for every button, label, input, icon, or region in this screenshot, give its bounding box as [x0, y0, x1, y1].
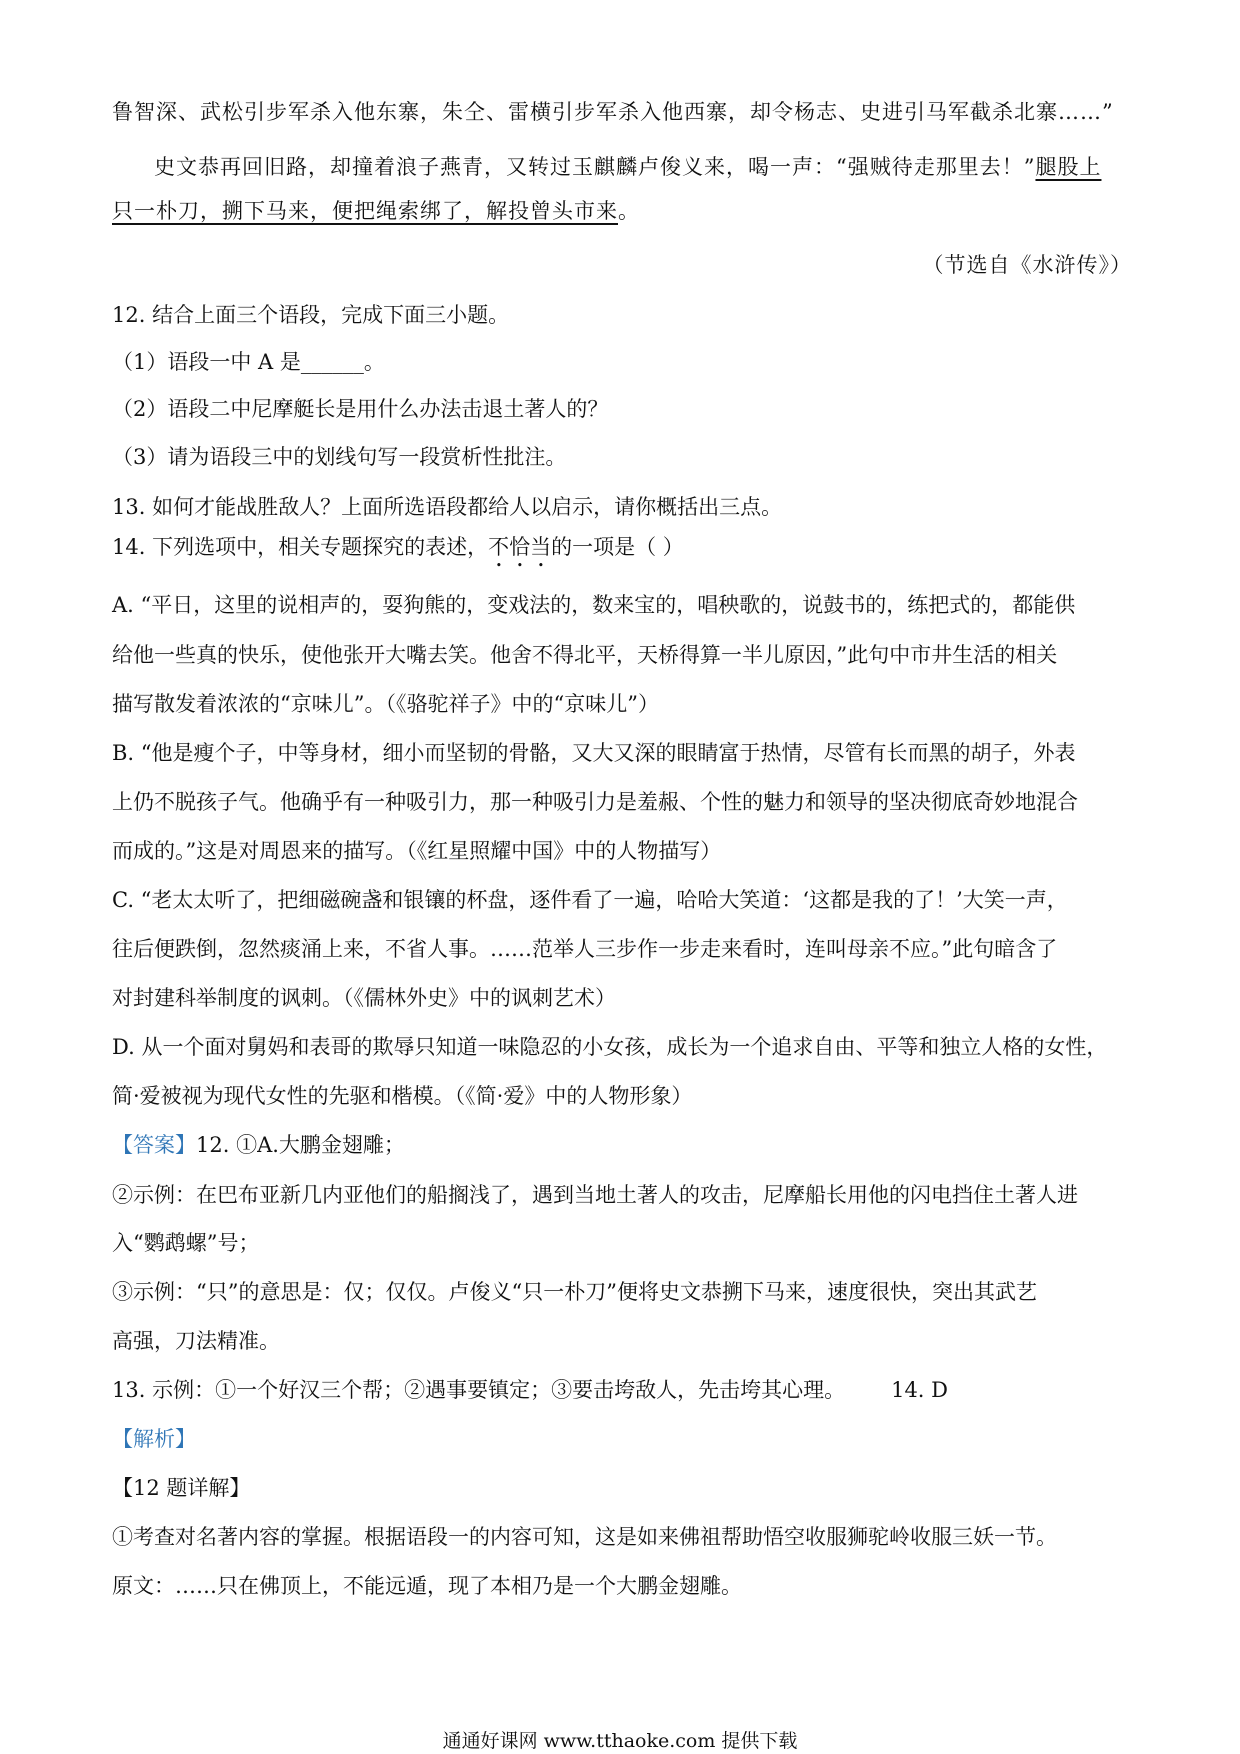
answer-line: 入“鹦鹉螺”号；	[112, 1231, 260, 1255]
option-d-line: D. 从一个面对舅妈和表哥的欺辱只知道一味隐忍的小女孩，成长为一个追求自由、平等和独立人格的女性，	[112, 1035, 1108, 1059]
underlined-sentence: 只一朴刀，搠下马来，便把绳索绑了，解投曾头市来	[112, 199, 618, 223]
page-footer: 通通好课网 www.tthaoke.com 提供下载	[442, 1730, 798, 1752]
passage-line	[112, 152, 1132, 182]
answer-line	[112, 1130, 1132, 1160]
question-12: 12. 结合上面三个语段，完成下面三小题。	[112, 303, 510, 327]
answer-line	[112, 1375, 1132, 1405]
option-b-line: 上仍不脱孩子气。他确乎有一种吸引力，那一种吸引力是羞赧、个性的魅力和领导的坚决彻底奇妙地混合	[112, 790, 1078, 814]
question-text: 14. 下列选项中，相关专题探究的表述，	[112, 535, 489, 559]
underlined-sentence: 腿股上	[1035, 155, 1102, 179]
option-b-line: 而成的。”这是对周恩来的描写。（《红星照耀中国》中的人物描写）	[112, 839, 722, 863]
answer-text: 12. ①A.大鹏金翅雕；	[196, 1133, 405, 1157]
option-c-line: 往后便跌倒，忽然痰涌上来，不省人事。……范举人三步作一步走来看时，连叫母亲不应。”此句暗含了	[112, 937, 1058, 961]
passage-line: 鲁智深、武松引步军杀入他东寨，朱仝、雷横引步军杀入他西寨，却令杨志、史进引马军截杀北寨……”	[112, 100, 1114, 124]
question-12-1: （1）语段一中 A 是______。	[112, 350, 385, 374]
question-14	[112, 532, 1132, 572]
passage-source: （节选自《水浒传》）	[922, 253, 1132, 277]
answer-line: ③示例：“只”的意思是：仅；仅仅。卢俊义“只一朴刀”便将史文恭搠下马来，速度很快，突出其武艺	[112, 1280, 1037, 1304]
emphasized-text: 不恰当	[488, 535, 552, 559]
analysis-label: 【解析】	[112, 1427, 196, 1451]
answer-label: 【答案】	[112, 1133, 196, 1157]
option-c-line: 对封建科举制度的讽刺。（《儒林外史》中的讽刺艺术）	[112, 986, 616, 1010]
option-d-line: 简·爱被视为现代女性的先驱和楷模。（《简·爱》中的人物形象）	[112, 1084, 693, 1108]
option-a-line: A. “平日，这里的说相声的，耍狗熊的，变戏法的，数来宝的，唱秧歌的，说鼓书的，练把式的，都能供	[112, 593, 1076, 617]
passage-text: 。	[618, 199, 640, 223]
question-text: 的一项是（ ）	[551, 535, 684, 559]
analysis-line: ①考查对名著内容的掌握。根据语段一的内容可知，这是如来佛祖帮助悟空收服狮驼岭收服三妖一节。	[112, 1525, 1057, 1549]
option-c-line: C. “老太太听了，把细磁碗盏和银镶的杯盘，逐件看了一遍，哈哈大笑道：‘这都是我的了！’大笑一声，	[112, 888, 1068, 912]
answer-line: 高强，刀法精准。	[112, 1329, 280, 1353]
passage-text: 史文恭再回旧路，却撞着浪子燕青，又转过玉麒麟卢俊义来，喝一声：“强贼待走那里去！”	[154, 155, 1036, 179]
answer-text: 13. 示例：①一个好汉三个帮；②遇事要镇定；③要击垮敌人，先击垮其心理。	[112, 1378, 846, 1402]
answer-text: 14. D	[891, 1378, 948, 1402]
option-a-line: 给他一些真的快乐，使他张开大嘴去笑。他舍不得北平，天桥得算一半儿原因，”此句中市井生活的相关	[112, 643, 1058, 667]
answer-line: ②示例：在巴布亚新几内亚他们的船搁浅了，遇到当地土著人的攻击，尼摩船长用他的闪电挡住土著人进	[112, 1183, 1078, 1207]
passage-line	[112, 196, 1132, 226]
analysis-line: 原文：……只在佛顶上，不能远遁，现了本相乃是一个大鹏金翅雕。	[112, 1574, 742, 1598]
option-a-line: 描写散发着浓浓的“京味儿”。（《骆驼祥子》中的“京味儿”）	[112, 692, 659, 716]
question-12-3: （3）请为语段三中的划线句写一段赏析性批注。	[112, 445, 567, 469]
question-12-2: （2）语段二中尼摩艇长是用什么办法击退土著人的？	[112, 397, 609, 421]
option-b-line: B. “他是瘦个子，中等身材，细小而坚韧的骨骼，又大又深的眼睛富于热情，尽管有长而黑的胡子，外表	[112, 741, 1076, 765]
question-13: 13. 如何才能战胜敌人？上面所选语段都给人以启示，请你概括出三点。	[112, 495, 783, 519]
analysis-subheading: 【12 题详解】	[112, 1476, 251, 1500]
